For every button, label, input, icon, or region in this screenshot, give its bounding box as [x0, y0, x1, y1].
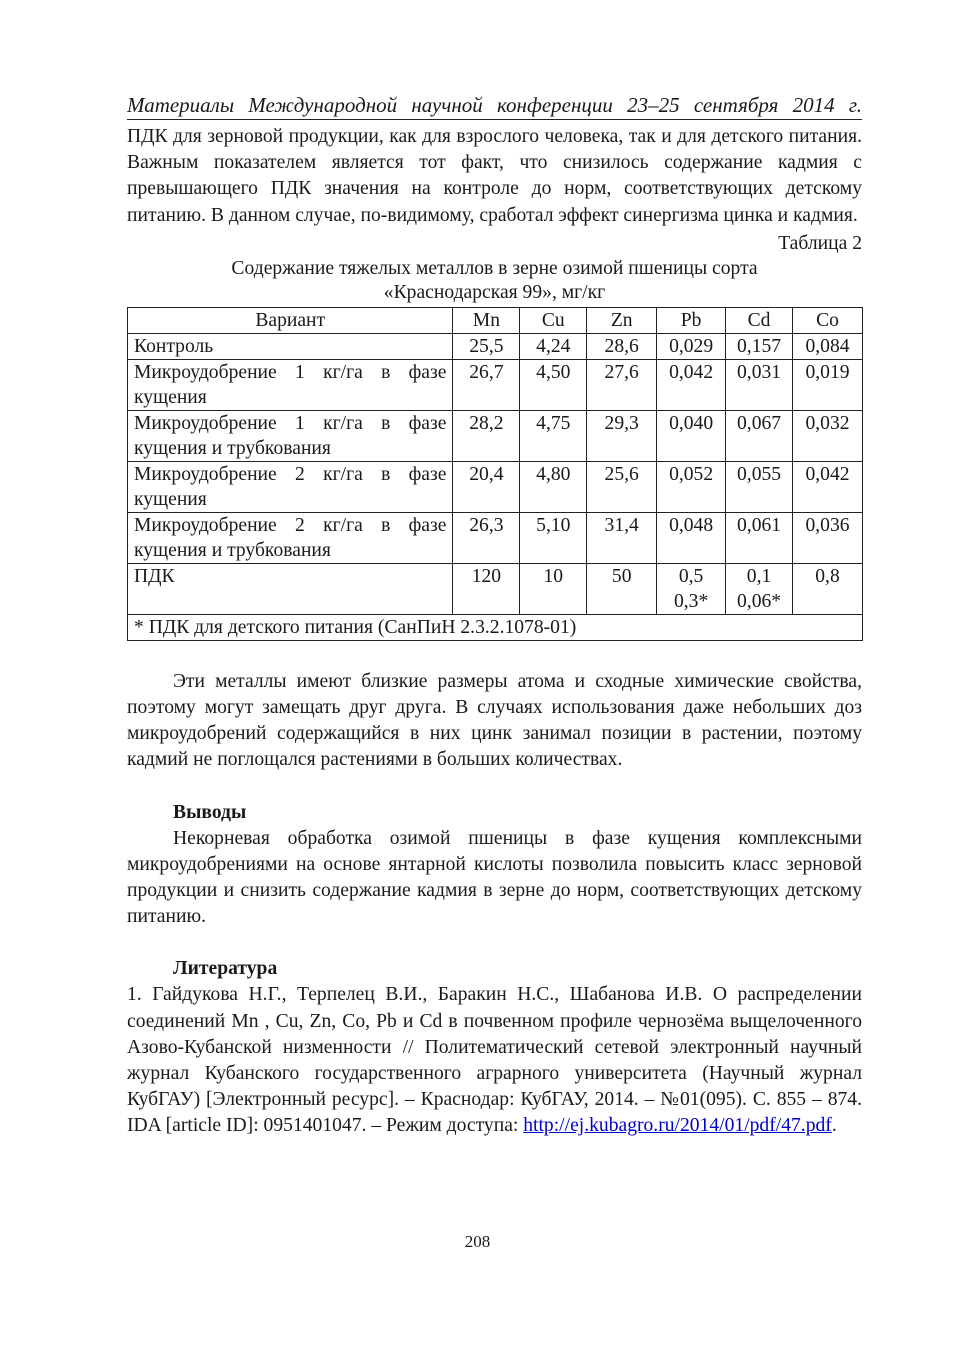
cell-zn: 31,4	[587, 512, 657, 563]
cell-cu: 4,24	[520, 333, 587, 359]
reference-1	[127, 982, 862, 1139]
cell-pdk-cd	[726, 563, 793, 614]
cell-variant: Микроудобрение 2 кг/га в фазе кущения	[128, 461, 453, 512]
literature-heading: Литература	[173, 958, 278, 980]
table-note: * ПДК для детского питания (СанПиН 2.3.2.1078-01)	[128, 614, 863, 640]
cell-cd: 0,067	[726, 410, 793, 461]
pdk-pb-adult: 0,5	[678, 565, 704, 587]
cell-co: 0,032	[793, 410, 863, 461]
cell-zn: 25,6	[587, 461, 657, 512]
table-row-pdk	[128, 563, 863, 614]
cell-cu: 4,75	[520, 410, 587, 461]
cell-pdk-zn: 50	[587, 563, 657, 614]
cell-mn: 28,2	[453, 410, 520, 461]
cell-pb: 0,048	[657, 512, 726, 563]
document-page	[127, 92, 862, 1140]
table-row	[128, 410, 863, 461]
table-title: Содержание тяжелых металлов в зерне озимой пшеницы сорта «Краснодарская 99», мг/кг	[231, 257, 758, 303]
cell-pdk-co: 0,8	[793, 563, 863, 614]
cell-pb: 0,042	[657, 359, 726, 410]
cell-mn: 26,7	[453, 359, 520, 410]
paragraph-1: ПДК для зерновой продукции, как для взрослого человека, так и для детского питания. Важным показателем является тот факт, что снизилось содержание кадмия с превышающего ПДК значения на контроле до норм, соответствующих детскому питанию. В данном случае, по-видимому, сработал эффект синергизма цинка и кадмия.	[127, 126, 862, 226]
table-row	[128, 359, 863, 410]
col-header-mn: Mn	[453, 307, 520, 333]
cell-cd: 0,061	[726, 512, 793, 563]
cell-co: 0,084	[793, 333, 863, 359]
cell-cu: 5,10	[520, 512, 587, 563]
cell-pdk-cu: 10	[520, 563, 587, 614]
cell-variant: Контроль	[128, 333, 453, 359]
col-header-variant: Вариант	[128, 307, 453, 333]
table-row	[128, 461, 863, 512]
cell-variant: Микроудобрение 1 кг/га в фазе кущения и трубкования	[128, 410, 453, 461]
cell-pb: 0,029	[657, 333, 726, 359]
cell-pdk-label: ПДК	[128, 563, 453, 614]
cell-mn: 25,5	[453, 333, 520, 359]
cell-co: 0,036	[793, 512, 863, 563]
cell-cd: 0,055	[726, 461, 793, 512]
cell-cd: 0,157	[726, 333, 793, 359]
cell-cd: 0,031	[726, 359, 793, 410]
table-header-row	[128, 307, 863, 333]
table-number: Таблица 2	[778, 232, 862, 254]
col-header-zn: Zn	[587, 307, 657, 333]
reference-1-end: .	[831, 1115, 837, 1137]
page-number: 208	[464, 1232, 491, 1251]
cell-cu: 4,80	[520, 461, 587, 512]
cell-co: 0,019	[793, 359, 863, 410]
cell-pdk-pb	[657, 563, 726, 614]
cell-variant: Микроудобрение 2 кг/га в фазе кущения и трубкования	[128, 512, 453, 563]
cell-co: 0,042	[793, 461, 863, 512]
cell-zn: 28,6	[587, 333, 657, 359]
reference-1-text: 1. Гайдукова Н.Г., Терпелец В.И., Баракин Н.С., Шабанова И.В. О распределении соединений Mn , Cu, Zn, Co, Pb и Cd в почвенном профиле чернозёма выщелоченного Азово-Кубанской низменности // Политематический сетевой электронный научный журнал Кубанского государственного аграрного университета (Научный журнал КубГАУ) [Электронный ресурс]. – Краснодар: КубГАУ, 2014. – №01(095). С. 855 – 874. IDA [article ID]: 0951401047. – Режим доступа:	[127, 984, 862, 1137]
conclusions-heading: Выводы	[173, 801, 247, 823]
pdk-pb-child: 0,3*	[673, 590, 709, 612]
cell-zn: 29,3	[587, 410, 657, 461]
cell-zn: 27,6	[587, 359, 657, 410]
metals-table	[127, 307, 863, 641]
cell-mn: 26,3	[453, 512, 520, 563]
table-row	[128, 512, 863, 563]
paragraph-2: Эти металлы имеют близкие размеры атома и сходные химические свойства, поэтому могут замещать друг друга. В случаях использования даже небольших доз микроудобрений содержащийся в них цинк занимал позиции в растении, поэтому кадмий не поглощался растениями в больших количествах.	[127, 670, 862, 771]
pdk-cd-adult: 0,1	[746, 565, 772, 587]
running-header: Материалы Международной научной конференции 23–25 сентября 2014 г.	[127, 92, 862, 120]
cell-mn: 20,4	[453, 461, 520, 512]
conclusions-text: Некорневая обработка озимой пшеницы в фазе кущения комплексными микроудобрениями на основе янтарной кислоты позволила повысить класс зерновой продукции и снизить содержание кадмия в зерне до норм, соответствующих детскому питанию.	[127, 827, 862, 928]
table-note-row	[128, 614, 863, 640]
col-header-pb: Pb	[657, 307, 726, 333]
col-header-co: Co	[793, 307, 863, 333]
cell-cu: 4,50	[520, 359, 587, 410]
cell-pb: 0,040	[657, 410, 726, 461]
cell-variant: Микроудобрение 1 кг/га в фазе кущения	[128, 359, 453, 410]
col-header-cd: Cd	[726, 307, 793, 333]
reference-1-link[interactable]: http://ej.kubagro.ru/2014/01/pdf/47.pdf	[523, 1115, 832, 1137]
col-header-cu: Cu	[520, 307, 587, 333]
table-row	[128, 333, 863, 359]
pdk-cd-child: 0,06*	[737, 590, 782, 612]
cell-pdk-mn: 120	[453, 563, 520, 614]
cell-pb: 0,052	[657, 461, 726, 512]
